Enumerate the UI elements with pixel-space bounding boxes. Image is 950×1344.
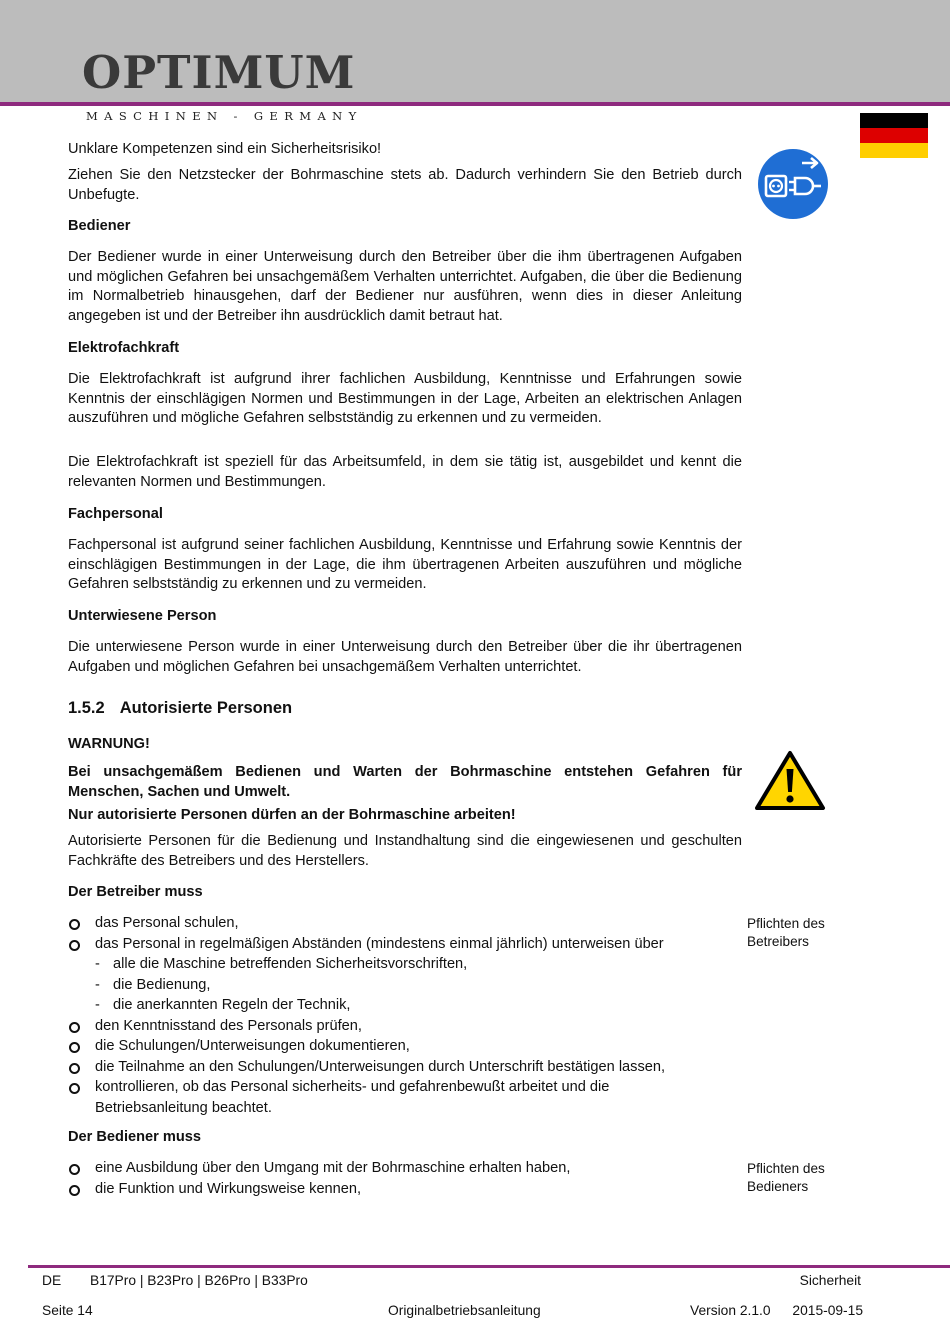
section-number: 1.5.2 [68, 699, 105, 717]
list-item: eine Ausbildung über den Umgang mit der Bohrmaschine erhalten haben, [68, 1158, 748, 1179]
brand-tagline: MASCHINEN - GERMANY [86, 109, 363, 123]
competence-risk-note: Unklare Kompetenzen sind ein Sicherheitsrisiko! [68, 141, 382, 157]
list-subitem-text: die Bedienung, [113, 976, 211, 993]
bediener-duties-list [68, 1158, 748, 1199]
list-item: die Schulungen/Unterweisungen dokumentieren, [68, 1036, 748, 1057]
footer-models: B17Pro | B23Pro | B26Pro | B33Pro [90, 1273, 308, 1288]
list-subitem-text: die anerkannten Regeln der Technik, [113, 997, 351, 1013]
list-item: das Personal in regelmäßigen Abständen (mindestens einmal jährlich) unterweisen über [68, 934, 748, 955]
footer-chapter: Sicherheit [799, 1273, 861, 1288]
warning-label: WARNUNG! [68, 736, 150, 752]
footer-version: Version 2.1.0 [690, 1303, 771, 1318]
list-subitem [68, 954, 748, 975]
sub-dash: - [95, 976, 100, 993]
list-item: die Teilnahme an den Schulungen/Unterweisungen durch Unterschrift bestätigen lassen, [68, 1057, 748, 1078]
elektrofachkraft-text-1: Die Elektrofachkraft ist aufgrund ihrer fachlichen Ausbildung, Kenntnisse und Erfahrungen sowie Kenntnis der einschlägigen Normen und Bestimmungen in der Lage, Arbeiten an elektrischen Anlagen auszuführen und mögliche Gefahren selbstständig zu erkennen und zu vermeiden. [68, 371, 742, 427]
footer-date: 2015-09-15 [792, 1303, 863, 1318]
brand-logo: OPTIMUM [82, 46, 356, 99]
german-flag-icon [860, 113, 928, 158]
bediener-muss-heading: Der Bediener muss [68, 1129, 202, 1145]
section-title: Autorisierte Personen [119, 699, 293, 717]
betreiber-margin-note: Pflichten des Betreibers [747, 916, 825, 950]
elektrofachkraft-text-2: Die Elektrofachkraft ist speziell für das Arbeitsumfeld, in dem sie tätig ist, ausgebildet und kennt die relevanten Normen und Bestimmungen. [68, 454, 742, 490]
header-divider [0, 102, 950, 106]
warning-triangle-icon [754, 750, 826, 812]
sub-dash: - [95, 956, 100, 972]
sub-dash: - [95, 997, 100, 1013]
list-subitem [68, 975, 748, 996]
unterwiesene-person-text: Die unterwiesene Person wurde in einer Unterweisung durch den Betreiber über die ihr übertragenen Aufgaben und möglichen Gefahren bei unsachgemäßem Verhalten unterrichtet. [68, 639, 742, 675]
unplug-instruction: Ziehen Sie den Netzstecker der Bohrmaschine stets ab. Dadurch verhindern Sie den Betrieb durch Unbefugte. [68, 167, 742, 203]
list-subitem [68, 995, 748, 1016]
footer-divider [28, 1265, 950, 1268]
warning-text-1: Bei unsachgemäßem Bedienen und Warten der Bohrmaschine entstehen Gefahren für Menschen, Sachen und Umwelt. [68, 764, 742, 800]
footer-language: DE [42, 1273, 62, 1288]
list-item: das Personal schulen, [68, 913, 748, 934]
footer-doc-type: Originalbetriebsanleitung [388, 1303, 541, 1318]
fachpersonal-text: Fachpersonal ist aufgrund seiner fachlichen Ausbildung, Kenntnisse und Erfahrung sowie Kenntnis der einschlägigen Bestimmungen in der Lage, die ihm übertragenen Arbeiten auszuführen und mögliche Gefahren selbstständig zu erkennen und zu vermeiden. [68, 537, 742, 593]
list-subitem-text: alle die Maschine betreffenden Sicherheitsvorschriften, [113, 956, 468, 972]
list-item: kontrollieren, ob das Personal sicherheits- und gefahrenbewußt arbeitet und die Betriebsanleitung beachtet. [68, 1077, 685, 1118]
unterwiesene-person-heading: Unterwiesene Person [68, 608, 217, 624]
footer-page-number: Seite 14 [42, 1303, 93, 1318]
unplug-mandatory-icon [758, 149, 828, 219]
authorized-persons-text: Autorisierte Personen für die Bedienung und Instandhaltung sind die eingewiesenen und geschulten Fachkräfte des Betreibers und des Herstellers. [68, 833, 742, 869]
section-heading [68, 698, 292, 718]
warning-text-2: Nur autorisierte Personen dürfen an der Bohrmaschine arbeiten! [68, 807, 516, 823]
betreiber-heading: Der Betreiber muss [68, 884, 203, 900]
list-item: den Kenntnisstand des Personals prüfen, [68, 1016, 748, 1037]
bediener-heading: Bediener [68, 218, 131, 234]
betreiber-duties-list [68, 913, 748, 1118]
elektrofachkraft-heading: Elektrofachkraft [68, 340, 180, 356]
bediener-text: Der Bediener wurde in einer Unterweisung durch den Betreiber über die ihm übertragenen Aufgaben und möglichen Gefahren bei unsachgemäßem Verhalten unterrichtet. Aufgaben, die über die Bedienung im Normalbetrieb hinausgehen, darf der Bediener nur ausführen, wenn dies in dieser Anleitung angegeben ist und der Betreiber ihn ausdrücklich damit betraut hat. [68, 249, 742, 324]
fachpersonal-heading: Fachpersonal [68, 506, 163, 522]
list-item: die Funktion und Wirkungsweise kennen, [68, 1179, 748, 1200]
bediener-margin-note: Pflichten des Bedieners [747, 1161, 825, 1195]
